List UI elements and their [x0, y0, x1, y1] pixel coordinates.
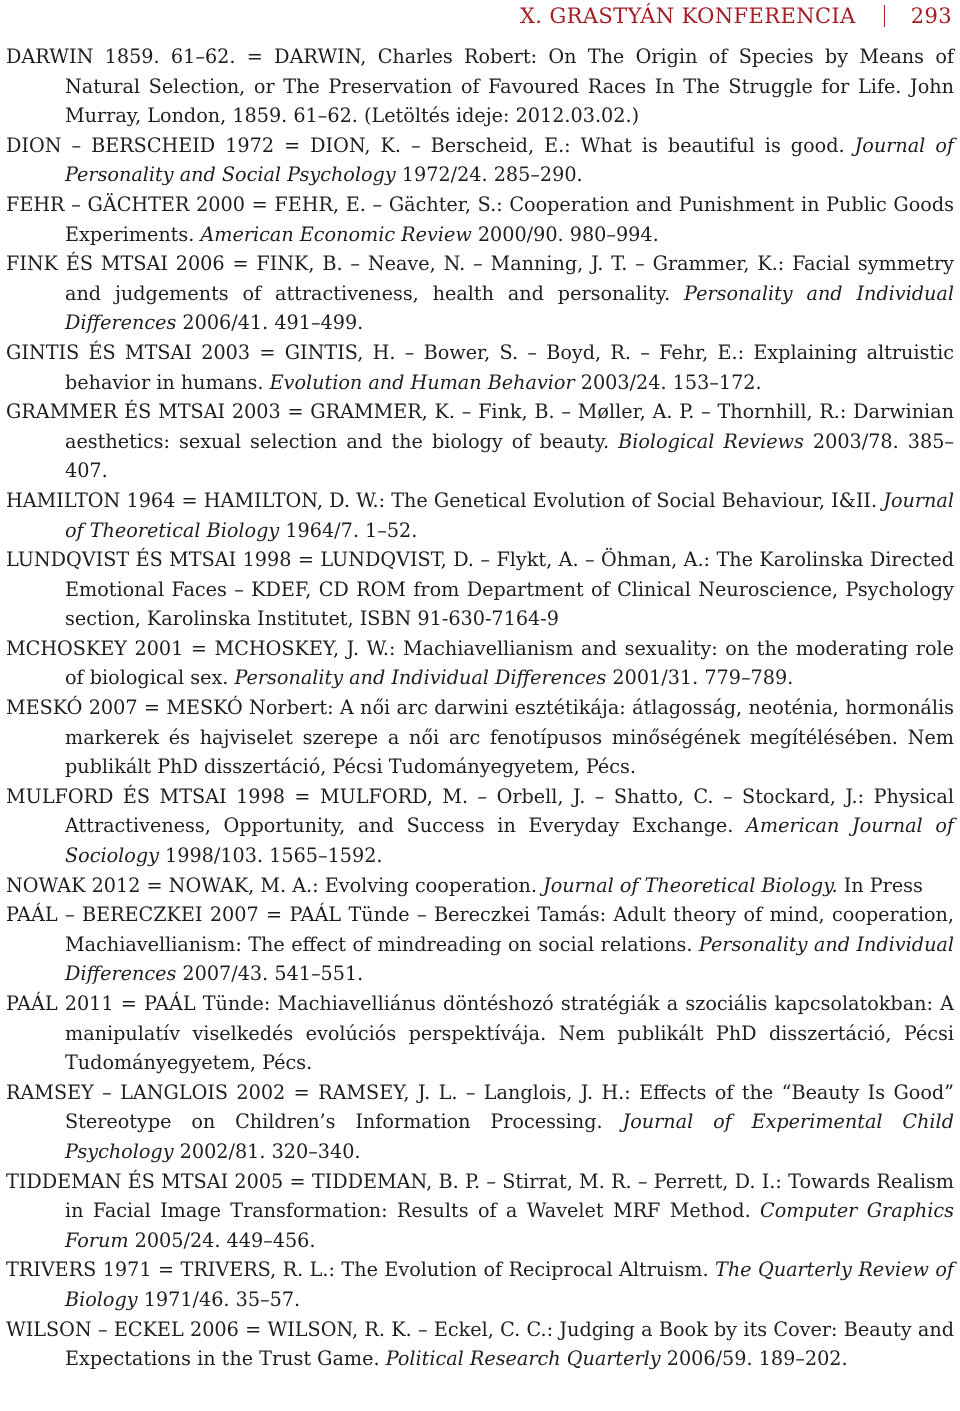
reference-list: [6, 42, 954, 1374]
reference-entry: [6, 693, 954, 782]
reference-details: 2003/78. 385–407.: [65, 429, 955, 483]
journal-title: Computer Graphics Forum: [65, 1199, 955, 1252]
reference-details: 1971/46. 35–57.: [137, 1287, 301, 1311]
reference-entry: [6, 1078, 954, 1167]
reference-details: 2000/90. 980–994.: [471, 222, 659, 246]
running-header: [520, 4, 952, 28]
running-title: X. GRASTYÁN KONFERENCIA: [519, 4, 856, 28]
reference-details: 1964/7. 1–52.: [279, 518, 418, 542]
reference-entry: [6, 131, 954, 190]
reference-entry: [6, 397, 954, 486]
reference-entry: [6, 190, 954, 249]
reference-text: NOWAK 2012 = NOWAK, M. A.: Evolving cooperation.: [6, 873, 544, 897]
journal-title: Personality and Individual Differences: [234, 666, 607, 690]
reference-text: TIDDEMAN ÉS MTSAI 2005 = TIDDEMAN, B. P. – Stirrat, M. R. – Perrett, D. I.: Towards Realism in Facial Image Transformation: Results of a Wavelet MRF Method.: [6, 1169, 954, 1223]
reference-text: MCHOSKEY 2001 = MCHOSKEY, J. W.: Machiavellianism and sexuality: on the moderating role of biological sex.: [6, 636, 954, 690]
reference-text: MESKÓ 2007 = MESKÓ Norbert: A női arc darwini esztétikája: átlagosság, neoténia, hormonális markerek és hajviselet szerepe a női arc fenotípusos minőségének megítélésében. Nem publikált PhD disszertáció, Pécsi Tudományegyetem, Pécs.: [6, 696, 954, 779]
reference-text: PAÁL 2011 = PAÁL Tünde: Machiavelliánus döntéshozó stratégiák a szociális kapcsolatokban: A manipulatív viselkedés evolúciós perspektívája. Nem publikált PhD disszertáció, Pécsi Tudományegyetem, Pécs.: [6, 992, 954, 1075]
reference-details: 2006/59. 189–202.: [660, 1347, 848, 1371]
reference-text: MULFORD ÉS MTSAI 1998 = MULFORD, M. – Orbell, J. – Shatto, C. – Stockard, J.: Physical Attractiveness, Opportunity, and Success in Everyday Exchange.: [6, 784, 954, 838]
reference-text: RAMSEY – LANGLOIS 2002 = RAMSEY, J. L. – Langlois, J. H.: Effects of the “Beauty Is Good” Stereotype on Children’s Information Processing.: [6, 1080, 954, 1134]
reference-details: 2003/24. 153–172.: [574, 370, 762, 394]
journal-title: Personality and Individual Differences: [65, 932, 954, 986]
reference-details: 2002/81. 320–340.: [173, 1139, 361, 1163]
reference-details: 1998/103. 1565–1592.: [158, 844, 383, 868]
journal-title: American Economic Review: [200, 222, 472, 246]
reference-text: LUNDQVIST ÉS MTSAI 1998 = LUNDQVIST, D. – Flykt, A. – Öhman, A.: The Karolinska Directed Emotional Faces – KDEF, CD ROM from Department of Clinical Neuroscience, Psychology section, Karolinska Institutet, ISBN 91-630-7164-9: [6, 548, 954, 631]
journal-title: Evolution and Human Behavior: [269, 370, 575, 394]
reference-details: 2005/24. 449–456.: [128, 1228, 316, 1252]
reference-entry: [6, 989, 954, 1078]
reference-text: DION – BERSCHEID 1972 = DION, K. – Berscheid, E.: What is beautiful is good.: [6, 133, 855, 157]
page-number: 293: [910, 4, 952, 28]
journal-title: Biological Reviews: [618, 429, 804, 453]
journal-title: Journal of Personality and Social Psychology: [65, 133, 954, 187]
reference-entry: [6, 634, 954, 693]
reference-entry: [6, 486, 954, 545]
reference-text: HAMILTON 1964 = HAMILTON, D. W.: The Genetical Evolution of Social Behaviour, I&II.: [6, 488, 884, 512]
reference-entry: [6, 1255, 954, 1314]
reference-text: FINK ÉS MTSAI 2006 = FINK, B. – Neave, N. – Manning, J. T. – Grammer, K.: Facial symmetry and judgements of attractiveness, health and personality.: [6, 252, 954, 305]
journal-title: Personality and Individual Differences: [65, 281, 954, 335]
journal-title: The Quarterly Review of Biology: [65, 1258, 954, 1311]
reference-entry: [6, 42, 954, 131]
journal-title: Journal of Experimental Child Psychology: [65, 1110, 954, 1163]
reference-entry: [6, 1167, 954, 1256]
reference-text: DARWIN 1859. 61–62. = DARWIN, Charles Robert: On The Origin of Species by Means of Natural Selection, or The Preservation of Favoured Races In The Struggle for Life. John Murray, London, 1859. 61–62. (Letöltés ideje: 2012.03.02.): [6, 45, 954, 128]
reference-entry: [6, 249, 954, 338]
reference-text: PAÁL – BERECZKEI 2007 = PAÁL Tünde – Bereczkei Tamás: Adult theory of mind, cooperation, Machiavellianism: The effect of mindreading on social relations.: [6, 903, 954, 956]
reference-details: 2007/43. 541–551.: [176, 962, 364, 986]
header-divider: [884, 5, 885, 27]
reference-entry: [6, 871, 954, 901]
reference-details: 2001/31. 779–789.: [606, 666, 794, 690]
reference-details: In Press: [837, 873, 923, 897]
reference-text: GINTIS ÉS MTSAI 2003 = GINTIS, H. – Bower, S. – Boyd, R. – Fehr, E.: Explaining altruistic behavior in humans.: [6, 340, 954, 394]
reference-entry: [6, 545, 954, 634]
journal-title: Political Research Quarterly: [385, 1347, 661, 1371]
journal-title: Journal of Theoretical Biology: [65, 488, 954, 542]
reference-text: TRIVERS 1971 = TRIVERS, R. L.: The Evolution of Reciprocal Altruism.: [6, 1258, 716, 1282]
reference-details: 2006/41. 491–499.: [176, 311, 364, 335]
reference-entry: [6, 1315, 954, 1374]
reference-entry: [6, 338, 954, 397]
reference-entry: [6, 782, 954, 871]
reference-text: WILSON – ECKEL 2006 = WILSON, R. K. – Eckel, C. C.: Judging a Book by its Cover: Beauty and Expectations in the Trust Game.: [6, 1317, 954, 1371]
reference-text: FEHR – GÄCHTER 2000 = FEHR, E. – Gächter, S.: Cooperation and Punishment in Public Goods Experiments.: [6, 192, 954, 246]
reference-entry: [6, 900, 954, 989]
reference-details: 1972/24. 285–290.: [395, 163, 583, 187]
reference-text: GRAMMER ÉS MTSAI 2003 = GRAMMER, K. – Fink, B. – Møller, A. P. – Thornhill, R.: Darwinian aesthetics: sexual selection and the biology of beauty.: [6, 400, 954, 453]
journal-title: Journal of Theoretical Biology.: [543, 873, 838, 897]
journal-title: American Journal of Sociology: [65, 814, 954, 868]
